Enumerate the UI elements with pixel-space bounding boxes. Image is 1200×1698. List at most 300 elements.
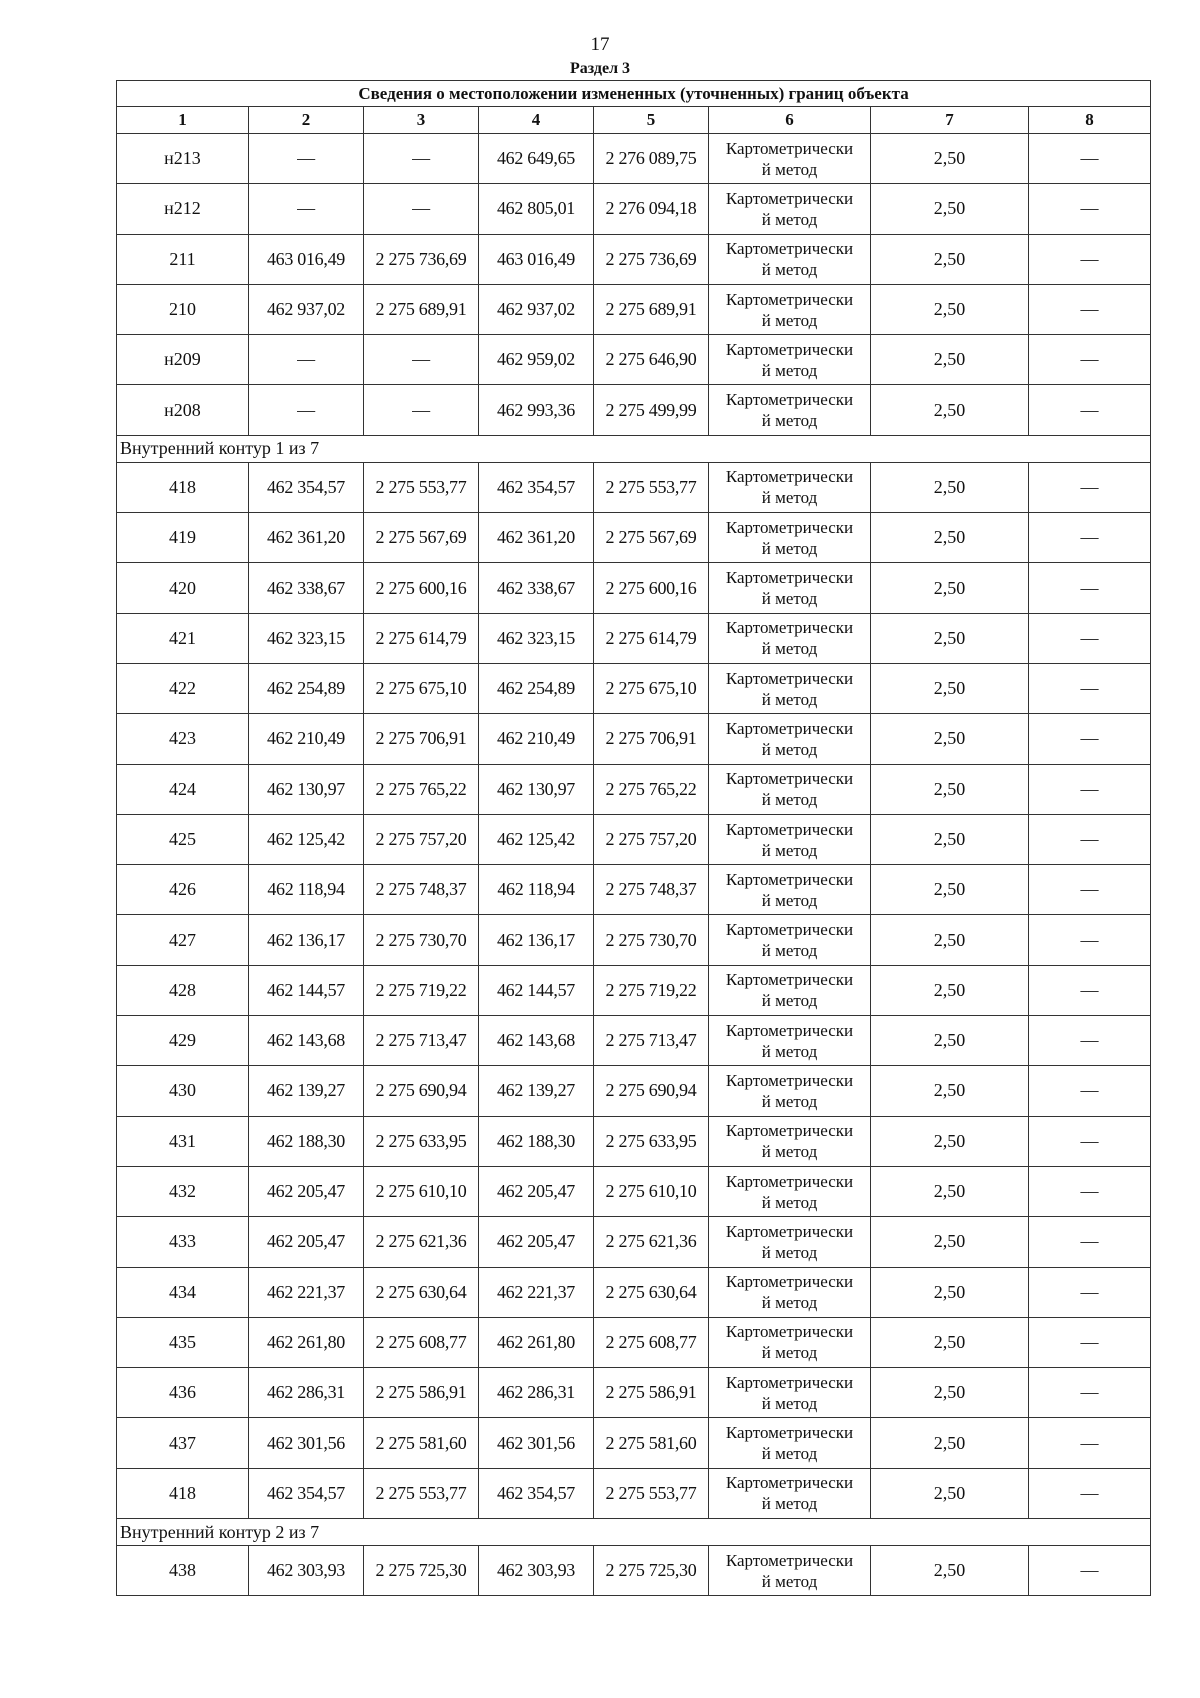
existing-y-cell: 2 275 633,95 — [364, 1116, 479, 1166]
method-text-line1: Картометрически — [725, 467, 854, 487]
existing-y-cell: 2 275 608,77 — [364, 1317, 479, 1367]
method-text-line1: Картометрически — [725, 390, 854, 410]
new-x-cell: 462 805,01 — [479, 184, 594, 234]
existing-y-cell: 2 275 621,36 — [364, 1217, 479, 1267]
description-cell: — — [1029, 184, 1151, 234]
table-row — [117, 714, 1151, 764]
table-row — [117, 184, 1151, 234]
method-text-line1: Картометрически — [725, 1171, 854, 1191]
new-x-cell: 462 959,02 — [479, 335, 594, 385]
method-text-line2: й метод — [761, 991, 818, 1011]
existing-y-cell: 2 275 553,77 — [364, 462, 479, 512]
existing-y-cell: — — [364, 134, 479, 184]
description-cell: — — [1029, 915, 1151, 965]
existing-y-cell: 2 275 689,91 — [364, 284, 479, 334]
method-text-line2: й метод — [761, 1343, 818, 1363]
new-y-cell: 2 275 748,37 — [594, 865, 709, 915]
new-y-cell: 2 275 675,10 — [594, 663, 709, 713]
table-row — [117, 234, 1151, 284]
method-text-line1: Картометрически — [725, 1020, 854, 1040]
table-row — [117, 1317, 1151, 1367]
accuracy-cell: 2,50 — [871, 1468, 1029, 1518]
existing-y-cell: — — [364, 385, 479, 435]
method-cell — [709, 1016, 871, 1066]
point-number-cell: 426 — [117, 865, 249, 915]
table-row — [117, 462, 1151, 512]
new-x-cell: 462 338,67 — [479, 563, 594, 613]
method-cell — [709, 1066, 871, 1116]
table-row — [117, 613, 1151, 663]
method-text-line2: й метод — [761, 488, 818, 508]
description-cell: — — [1029, 865, 1151, 915]
point-number-cell: 428 — [117, 965, 249, 1015]
method-text-line1: Картометрически — [725, 1423, 854, 1443]
new-x-cell: 462 221,37 — [479, 1267, 594, 1317]
existing-y-cell: 2 275 748,37 — [364, 865, 479, 915]
method-text-line2: й метод — [761, 260, 818, 280]
column-number: 2 — [249, 107, 364, 134]
method-text-line2: й метод — [761, 209, 818, 229]
method-text-line1: Картометрически — [725, 239, 854, 259]
table-row — [117, 284, 1151, 334]
existing-x-cell: 462 188,30 — [249, 1116, 364, 1166]
existing-x-cell: 462 221,37 — [249, 1267, 364, 1317]
column-number-row — [117, 107, 1151, 134]
new-y-cell: 2 275 690,94 — [594, 1066, 709, 1116]
description-cell: — — [1029, 1217, 1151, 1267]
method-text-line1: Картометрически — [725, 970, 854, 990]
new-x-cell: 462 323,15 — [479, 613, 594, 663]
new-x-cell: 462 118,94 — [479, 865, 594, 915]
table-row — [117, 1116, 1151, 1166]
point-number-cell: н212 — [117, 184, 249, 234]
section-label: Раздел 3 — [569, 60, 631, 77]
new-y-cell: 2 275 499,99 — [594, 385, 709, 435]
contour-header-row — [117, 435, 1151, 462]
method-cell — [709, 1217, 871, 1267]
method-text-line1: Картометрически — [725, 1070, 854, 1090]
method-text-line1: Картометрически — [725, 1221, 854, 1241]
column-number: 6 — [709, 107, 871, 134]
new-x-cell: 462 261,80 — [479, 1317, 594, 1367]
description-cell: — — [1029, 1368, 1151, 1418]
method-text-line1: Картометрически — [725, 188, 854, 208]
point-number-cell: 211 — [117, 234, 249, 284]
accuracy-cell: 2,50 — [871, 462, 1029, 512]
description-cell: — — [1029, 462, 1151, 512]
table-row — [117, 915, 1151, 965]
point-number-cell: 431 — [117, 1116, 249, 1166]
column-number: 5 — [594, 107, 709, 134]
description-cell: — — [1029, 1166, 1151, 1216]
column-number: 7 — [871, 107, 1029, 134]
new-y-cell: 2 275 713,47 — [594, 1016, 709, 1066]
existing-x-cell: 462 361,20 — [249, 513, 364, 563]
existing-x-cell: 462 210,49 — [249, 714, 364, 764]
description-cell: — — [1029, 513, 1151, 563]
method-cell — [709, 865, 871, 915]
new-x-cell: 462 354,57 — [479, 1468, 594, 1518]
method-cell — [709, 284, 871, 334]
column-number: 8 — [1029, 107, 1151, 134]
existing-x-cell: 462 125,42 — [249, 814, 364, 864]
method-text-line2: й метод — [761, 1494, 818, 1514]
method-cell — [709, 563, 871, 613]
method-text-line2: й метод — [761, 1091, 818, 1111]
table-row — [117, 1016, 1151, 1066]
method-cell — [709, 385, 871, 435]
table-row — [117, 513, 1151, 563]
existing-x-cell: 462 205,47 — [249, 1166, 364, 1216]
description-cell: — — [1029, 284, 1151, 334]
method-text-line2: й метод — [761, 159, 818, 179]
method-text-line2: й метод — [761, 1192, 818, 1212]
existing-y-cell: 2 275 765,22 — [364, 764, 479, 814]
accuracy-cell: 2,50 — [871, 385, 1029, 435]
new-x-cell: 462 188,30 — [479, 1116, 594, 1166]
point-number-cell: 423 — [117, 714, 249, 764]
existing-y-cell: 2 275 614,79 — [364, 613, 479, 663]
point-number-cell: н208 — [117, 385, 249, 435]
contour-header-row — [117, 1519, 1151, 1546]
new-y-cell: 2 275 706,91 — [594, 714, 709, 764]
column-number: 3 — [364, 107, 479, 134]
existing-y-cell: 2 275 586,91 — [364, 1368, 479, 1418]
contour-label: Внутренний контур 2 из 7 — [117, 1519, 1151, 1546]
description-cell: — — [1029, 965, 1151, 1015]
table-row — [117, 335, 1151, 385]
existing-x-cell: 462 286,31 — [249, 1368, 364, 1418]
point-number-cell: 418 — [117, 462, 249, 512]
accuracy-cell: 2,50 — [871, 915, 1029, 965]
new-y-cell: 2 275 630,64 — [594, 1267, 709, 1317]
existing-y-cell: 2 275 690,94 — [364, 1066, 479, 1116]
method-cell — [709, 234, 871, 284]
new-x-cell: 462 210,49 — [479, 714, 594, 764]
column-number: 1 — [117, 107, 249, 134]
table-row — [117, 663, 1151, 713]
contour-label: Внутренний контур 1 из 7 — [117, 435, 1151, 462]
method-cell — [709, 1116, 871, 1166]
method-text-line2: й метод — [761, 1571, 818, 1591]
boundary-table — [116, 80, 1151, 1596]
method-cell — [709, 613, 871, 663]
existing-y-cell: 2 275 675,10 — [364, 663, 479, 713]
existing-x-cell: — — [249, 134, 364, 184]
description-cell: — — [1029, 613, 1151, 663]
new-x-cell: 462 286,31 — [479, 1368, 594, 1418]
new-y-cell: 2 275 553,77 — [594, 1468, 709, 1518]
method-text-line1: Картометрически — [725, 138, 854, 158]
new-x-cell: 462 205,47 — [479, 1166, 594, 1216]
existing-y-cell: 2 275 757,20 — [364, 814, 479, 864]
method-cell — [709, 965, 871, 1015]
new-y-cell: 2 275 646,90 — [594, 335, 709, 385]
existing-y-cell: 2 275 567,69 — [364, 513, 479, 563]
new-y-cell: 2 275 621,36 — [594, 1217, 709, 1267]
method-text-line1: Картометрически — [725, 668, 854, 688]
point-number-cell: 437 — [117, 1418, 249, 1468]
method-cell — [709, 134, 871, 184]
description-cell: — — [1029, 563, 1151, 613]
description-cell: — — [1029, 234, 1151, 284]
accuracy-cell: 2,50 — [871, 234, 1029, 284]
table-row — [117, 1418, 1151, 1468]
existing-y-cell: 2 275 600,16 — [364, 563, 479, 613]
method-text-line2: й метод — [761, 538, 818, 558]
new-y-cell: 2 275 765,22 — [594, 764, 709, 814]
point-number-cell: 433 — [117, 1217, 249, 1267]
method-cell — [709, 184, 871, 234]
new-y-cell: 2 275 567,69 — [594, 513, 709, 563]
existing-x-cell: 462 303,93 — [249, 1546, 364, 1596]
accuracy-cell: 2,50 — [871, 865, 1029, 915]
method-text-line2: й метод — [761, 639, 818, 659]
method-cell — [709, 663, 871, 713]
existing-x-cell: 462 354,57 — [249, 1468, 364, 1518]
point-number-cell: 427 — [117, 915, 249, 965]
description-cell: — — [1029, 764, 1151, 814]
new-y-cell: 2 275 736,69 — [594, 234, 709, 284]
method-text-line1: Картометрически — [725, 1550, 854, 1570]
accuracy-cell: 2,50 — [871, 1317, 1029, 1367]
accuracy-cell: 2,50 — [871, 714, 1029, 764]
existing-y-cell: 2 275 610,10 — [364, 1166, 479, 1216]
new-x-cell: 462 937,02 — [479, 284, 594, 334]
point-number-cell: 429 — [117, 1016, 249, 1066]
description-cell: — — [1029, 134, 1151, 184]
description-cell: — — [1029, 1267, 1151, 1317]
method-text-line2: й метод — [761, 941, 818, 961]
existing-y-cell: 2 275 553,77 — [364, 1468, 479, 1518]
point-number-cell: 422 — [117, 663, 249, 713]
new-x-cell: 462 649,65 — [479, 134, 594, 184]
new-x-cell: 462 354,57 — [479, 462, 594, 512]
new-y-cell: 2 276 089,75 — [594, 134, 709, 184]
point-number-cell: 435 — [117, 1317, 249, 1367]
description-cell: — — [1029, 1016, 1151, 1066]
accuracy-cell: 2,50 — [871, 1116, 1029, 1166]
table-row — [117, 1066, 1151, 1116]
method-text-line1: Картометрически — [725, 869, 854, 889]
accuracy-cell: 2,50 — [871, 335, 1029, 385]
existing-y-cell: 2 275 736,69 — [364, 234, 479, 284]
description-cell: — — [1029, 335, 1151, 385]
description-cell: — — [1029, 1546, 1151, 1596]
new-x-cell: 462 303,93 — [479, 1546, 594, 1596]
method-cell — [709, 915, 871, 965]
existing-y-cell: 2 275 706,91 — [364, 714, 479, 764]
point-number-cell: 210 — [117, 284, 249, 334]
existing-y-cell: 2 275 725,30 — [364, 1546, 479, 1596]
accuracy-cell: 2,50 — [871, 613, 1029, 663]
method-text-line2: й метод — [761, 411, 818, 431]
existing-y-cell: — — [364, 335, 479, 385]
accuracy-cell: 2,50 — [871, 513, 1029, 563]
table-row — [117, 1468, 1151, 1518]
accuracy-cell: 2,50 — [871, 814, 1029, 864]
point-number-cell: 425 — [117, 814, 249, 864]
accuracy-cell: 2,50 — [871, 1418, 1029, 1468]
table-body — [117, 134, 1151, 1596]
method-text-line1: Картометрически — [725, 289, 854, 309]
description-cell: — — [1029, 1116, 1151, 1166]
new-x-cell: 462 254,89 — [479, 663, 594, 713]
table-row — [117, 814, 1151, 864]
new-y-cell: 2 275 730,70 — [594, 915, 709, 965]
method-text-line2: й метод — [761, 1444, 818, 1464]
accuracy-cell: 2,50 — [871, 563, 1029, 613]
accuracy-cell: 2,50 — [871, 1546, 1029, 1596]
point-number-cell: н213 — [117, 134, 249, 184]
method-text-line2: й метод — [761, 1393, 818, 1413]
method-cell — [709, 1468, 871, 1518]
accuracy-cell: 2,50 — [871, 1016, 1029, 1066]
method-text-line1: Картометрически — [725, 339, 854, 359]
method-text-line1: Картометрически — [725, 769, 854, 789]
point-number-cell: 420 — [117, 563, 249, 613]
new-x-cell: 462 125,42 — [479, 814, 594, 864]
new-y-cell: 2 275 600,16 — [594, 563, 709, 613]
table-row — [117, 1217, 1151, 1267]
table-row — [117, 1368, 1151, 1418]
new-y-cell: 2 276 094,18 — [594, 184, 709, 234]
description-cell: — — [1029, 814, 1151, 864]
method-text-line1: Картометрически — [725, 618, 854, 638]
point-number-cell: 436 — [117, 1368, 249, 1418]
table-row — [117, 865, 1151, 915]
accuracy-cell: 2,50 — [871, 764, 1029, 814]
accuracy-cell: 2,50 — [871, 1267, 1029, 1317]
description-cell: — — [1029, 1066, 1151, 1116]
method-text-line1: Картометрически — [725, 920, 854, 940]
method-text-line2: й метод — [761, 1041, 818, 1061]
existing-x-cell: 462 338,67 — [249, 563, 364, 613]
new-y-cell: 2 275 608,77 — [594, 1317, 709, 1367]
new-x-cell: 462 361,20 — [479, 513, 594, 563]
existing-y-cell: 2 275 581,60 — [364, 1418, 479, 1468]
new-y-cell: 2 275 633,95 — [594, 1116, 709, 1166]
table-row — [117, 1267, 1151, 1317]
new-x-cell: 462 301,56 — [479, 1418, 594, 1468]
method-text-line1: Картометрически — [725, 1322, 854, 1342]
table-row — [117, 1166, 1151, 1216]
method-text-line2: й метод — [761, 840, 818, 860]
method-text-line1: Картометрически — [725, 819, 854, 839]
method-text-line2: й метод — [761, 739, 818, 759]
existing-x-cell: 462 118,94 — [249, 865, 364, 915]
new-x-cell: 462 205,47 — [479, 1217, 594, 1267]
description-cell: — — [1029, 714, 1151, 764]
description-cell: — — [1029, 1418, 1151, 1468]
existing-x-cell: 462 143,68 — [249, 1016, 364, 1066]
method-text-line2: й метод — [761, 689, 818, 709]
existing-x-cell: 462 136,17 — [249, 915, 364, 965]
method-cell — [709, 814, 871, 864]
table-row — [117, 764, 1151, 814]
method-text-line2: й метод — [761, 790, 818, 810]
accuracy-cell: 2,50 — [871, 284, 1029, 334]
method-text-line2: й метод — [761, 360, 818, 380]
new-x-cell: 462 993,36 — [479, 385, 594, 435]
description-cell: — — [1029, 1317, 1151, 1367]
existing-x-cell: 462 205,47 — [249, 1217, 364, 1267]
method-text-line2: й метод — [761, 589, 818, 609]
new-x-cell: 462 143,68 — [479, 1016, 594, 1066]
page-number: 17 — [590, 34, 610, 55]
point-number-cell: 418 — [117, 1468, 249, 1518]
new-y-cell: 2 275 725,30 — [594, 1546, 709, 1596]
method-cell — [709, 1368, 871, 1418]
existing-x-cell: — — [249, 184, 364, 234]
existing-y-cell: 2 275 713,47 — [364, 1016, 479, 1066]
method-text-line1: Картометрически — [725, 1121, 854, 1141]
method-cell — [709, 513, 871, 563]
accuracy-cell: 2,50 — [871, 965, 1029, 1015]
table-row — [117, 1546, 1151, 1596]
method-text-line2: й метод — [761, 310, 818, 330]
existing-x-cell: 462 254,89 — [249, 663, 364, 713]
accuracy-cell: 2,50 — [871, 1368, 1029, 1418]
new-y-cell: 2 275 581,60 — [594, 1418, 709, 1468]
method-cell — [709, 462, 871, 512]
accuracy-cell: 2,50 — [871, 134, 1029, 184]
accuracy-cell: 2,50 — [871, 1066, 1029, 1116]
new-x-cell: 462 139,27 — [479, 1066, 594, 1116]
method-text-line1: Картометрически — [725, 1473, 854, 1493]
table-row — [117, 563, 1151, 613]
existing-x-cell: 462 937,02 — [249, 284, 364, 334]
existing-x-cell: 462 323,15 — [249, 613, 364, 663]
accuracy-cell: 2,50 — [871, 1217, 1029, 1267]
existing-y-cell: — — [364, 184, 479, 234]
description-cell: — — [1029, 385, 1151, 435]
new-y-cell: 2 275 719,22 — [594, 965, 709, 1015]
point-number-cell: 438 — [117, 1546, 249, 1596]
existing-y-cell: 2 275 730,70 — [364, 915, 479, 965]
method-cell — [709, 1317, 871, 1367]
new-y-cell: 2 275 610,10 — [594, 1166, 709, 1216]
new-y-cell: 2 275 586,91 — [594, 1368, 709, 1418]
point-number-cell: 432 — [117, 1166, 249, 1216]
existing-x-cell: 462 301,56 — [249, 1418, 364, 1468]
method-text-line1: Картометрически — [725, 517, 854, 537]
method-text-line2: й метод — [761, 890, 818, 910]
method-cell — [709, 764, 871, 814]
table-row — [117, 134, 1151, 184]
new-y-cell: 2 275 553,77 — [594, 462, 709, 512]
point-number-cell: н209 — [117, 335, 249, 385]
method-text-line1: Картометрически — [725, 568, 854, 588]
table-row — [117, 965, 1151, 1015]
new-y-cell: 2 275 757,20 — [594, 814, 709, 864]
point-number-cell: 434 — [117, 1267, 249, 1317]
existing-y-cell: 2 275 630,64 — [364, 1267, 479, 1317]
existing-x-cell: 462 130,97 — [249, 764, 364, 814]
existing-x-cell: — — [249, 385, 364, 435]
method-text-line2: й метод — [761, 1142, 818, 1162]
method-cell — [709, 1418, 871, 1468]
new-x-cell: 463 016,49 — [479, 234, 594, 284]
method-text-line1: Картометрически — [725, 718, 854, 738]
accuracy-cell: 2,50 — [871, 663, 1029, 713]
point-number-cell: 430 — [117, 1066, 249, 1116]
existing-x-cell: 462 261,80 — [249, 1317, 364, 1367]
new-y-cell: 2 275 689,91 — [594, 284, 709, 334]
point-number-cell: 419 — [117, 513, 249, 563]
table-row — [117, 385, 1151, 435]
method-cell — [709, 1166, 871, 1216]
